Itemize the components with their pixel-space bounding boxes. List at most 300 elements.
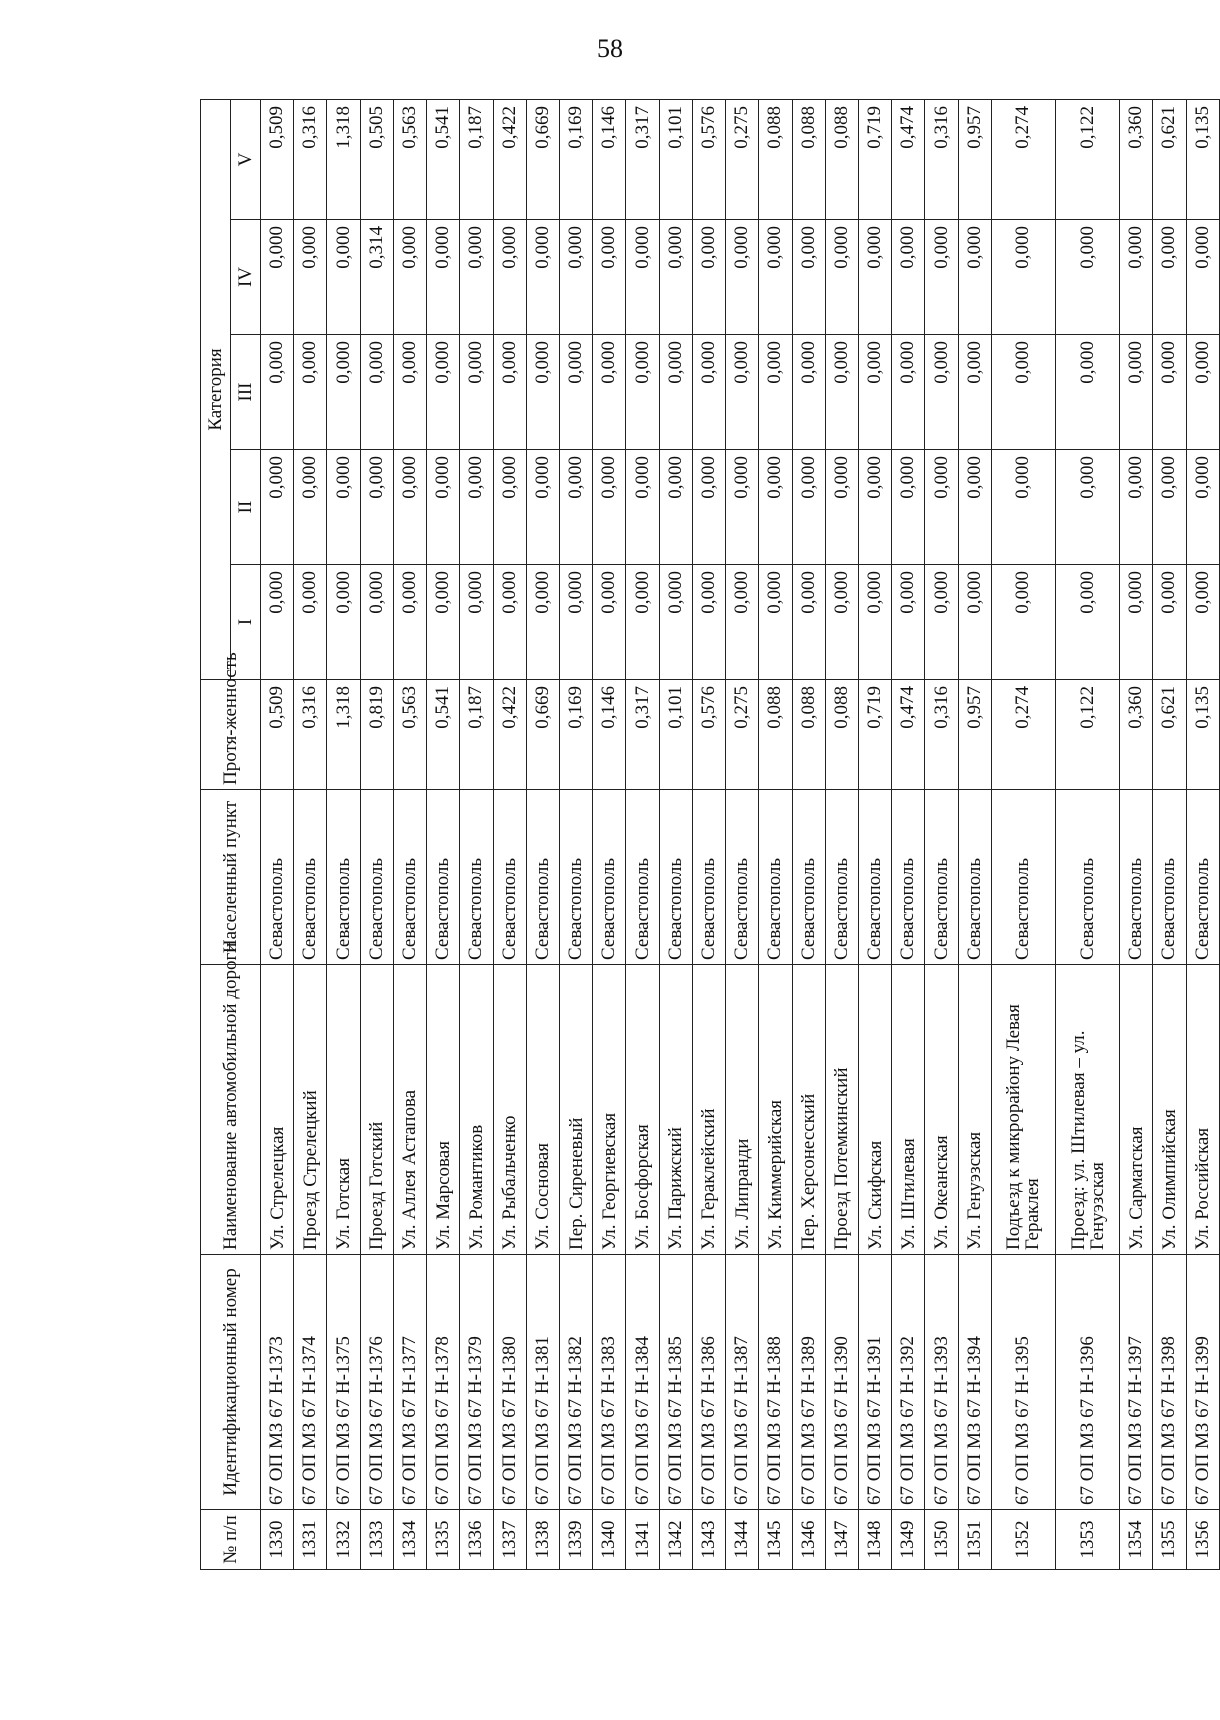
row-category-2: 0,000: [294, 450, 327, 565]
row-number: 1344: [726, 1510, 759, 1570]
row-category-3: 0,000: [526, 335, 559, 450]
row-id: 67 ОП МЗ 67 Н-1381: [526, 1255, 559, 1510]
row-length: 0,719: [858, 680, 891, 790]
table-row: [593, 100, 626, 1570]
row-category-4: 0,000: [1055, 220, 1119, 335]
row-id: 67 ОП МЗ 67 Н-1399: [1186, 1255, 1219, 1510]
row-category-4: 0,000: [593, 220, 626, 335]
row-category-2: 0,000: [825, 450, 858, 565]
row-road-name: Ул. Киммерийская: [759, 965, 792, 1255]
row-category-5: 0,275: [726, 100, 759, 220]
row-category-2: 0,000: [427, 450, 460, 565]
row-category-2: 0,000: [1153, 450, 1186, 565]
row-category-3: 0,000: [261, 335, 294, 450]
row-category-3: 0,000: [559, 335, 592, 450]
row-category-3: 0,000: [427, 335, 460, 450]
row-category-5: 0,169: [559, 100, 592, 220]
row-number: 1333: [360, 1510, 393, 1570]
row-category-1: 0,000: [659, 565, 692, 680]
row-category-1: 0,000: [892, 565, 925, 680]
row-category-5: 0,541: [427, 100, 460, 220]
row-number: 1338: [526, 1510, 559, 1570]
table-row: [460, 100, 493, 1570]
row-length: 0,422: [493, 680, 526, 790]
row-category-3: 0,000: [991, 335, 1055, 450]
row-length: 0,621: [1153, 680, 1186, 790]
row-category-1: 0,000: [593, 565, 626, 680]
row-road-name: Ул. Готская: [327, 965, 360, 1255]
table-row: [493, 100, 526, 1570]
row-settlement: Севастополь: [526, 790, 559, 965]
row-id: 67 ОП МЗ 67 Н-1392: [892, 1255, 925, 1510]
row-category-4: 0,000: [825, 220, 858, 335]
row-road-name: Ул. Липранди: [726, 965, 759, 1255]
row-category-5: 1,318: [327, 100, 360, 220]
row-number: 1356: [1186, 1510, 1219, 1570]
row-road-name: Ул. Скифская: [858, 965, 891, 1255]
row-category-5: 0,621: [1153, 100, 1186, 220]
row-length: 0,360: [1120, 680, 1153, 790]
row-length: 0,122: [1055, 680, 1119, 790]
row-road-name: Ул. Георгиевская: [593, 965, 626, 1255]
row-length: 0,275: [726, 680, 759, 790]
row-category-2: 0,000: [659, 450, 692, 565]
row-category-1: 0,000: [692, 565, 725, 680]
row-category-2: 0,000: [692, 450, 725, 565]
row-category-5: 0,088: [759, 100, 792, 220]
row-settlement: Севастополь: [1055, 790, 1119, 965]
row-category-4: 0,314: [360, 220, 393, 335]
row-id: 67 ОП МЗ 67 Н-1389: [792, 1255, 825, 1510]
row-category-5: 0,317: [626, 100, 659, 220]
row-category-1: 0,000: [1120, 565, 1153, 680]
row-category-5: 0,146: [593, 100, 626, 220]
row-road-name: Ул. Парижский: [659, 965, 692, 1255]
row-category-3: 0,000: [1153, 335, 1186, 450]
row-category-1: 0,000: [294, 565, 327, 680]
row-category-1: 0,000: [427, 565, 460, 680]
row-settlement: Севастополь: [393, 790, 426, 965]
row-number: 1345: [759, 1510, 792, 1570]
row-category-2: 0,000: [593, 450, 626, 565]
row-id: 67 ОП МЗ 67 Н-1386: [692, 1255, 725, 1510]
row-category-2: 0,000: [261, 450, 294, 565]
row-category-4: 0,000: [792, 220, 825, 335]
table-row: [393, 100, 426, 1570]
row-number: 1334: [393, 1510, 426, 1570]
header-category-1: I: [231, 565, 261, 680]
row-category-3: 0,000: [1055, 335, 1119, 450]
row-category-4: 0,000: [559, 220, 592, 335]
row-category-4: 0,000: [493, 220, 526, 335]
row-settlement: Севастополь: [925, 790, 958, 965]
row-id: 67 ОП МЗ 67 Н-1379: [460, 1255, 493, 1510]
row-settlement: Севастополь: [958, 790, 991, 965]
row-road-name: Ул. Романтиков: [460, 965, 493, 1255]
row-settlement: Севастополь: [726, 790, 759, 965]
row-category-4: 0,000: [626, 220, 659, 335]
row-category-2: 0,000: [626, 450, 659, 565]
row-length: 0,563: [393, 680, 426, 790]
row-category-2: 0,000: [925, 450, 958, 565]
row-category-1: 0,000: [1186, 565, 1219, 680]
row-number: 1332: [327, 1510, 360, 1570]
row-number: 1346: [792, 1510, 825, 1570]
row-category-5: 0,422: [493, 100, 526, 220]
row-id: 67 ОП МЗ 67 Н-1397: [1120, 1255, 1153, 1510]
row-length: 0,088: [792, 680, 825, 790]
row-category-3: 0,000: [792, 335, 825, 450]
row-category-3: 0,000: [593, 335, 626, 450]
row-id: 67 ОП МЗ 67 Н-1391: [858, 1255, 891, 1510]
row-settlement: Севастополь: [991, 790, 1055, 965]
row-category-2: 0,000: [792, 450, 825, 565]
row-category-5: 0,563: [393, 100, 426, 220]
row-category-4: 0,000: [1186, 220, 1219, 335]
row-id: 67 ОП МЗ 67 Н-1398: [1153, 1255, 1186, 1510]
row-id: 67 ОП МЗ 67 Н-1385: [659, 1255, 692, 1510]
row-number: 1340: [593, 1510, 626, 1570]
header-settlement: Населенный пункт: [201, 790, 261, 965]
table-row: [327, 100, 360, 1570]
row-number: 1349: [892, 1510, 925, 1570]
row-category-3: 0,000: [393, 335, 426, 450]
row-number: 1330: [261, 1510, 294, 1570]
row-category-2: 0,000: [393, 450, 426, 565]
header-category: Категория: [201, 100, 231, 680]
table-row: [427, 100, 460, 1570]
row-category-2: 0,000: [1120, 450, 1153, 565]
row-category-4: 0,000: [261, 220, 294, 335]
row-id: 67 ОП МЗ 67 Н-1383: [593, 1255, 626, 1510]
row-category-3: 0,000: [460, 335, 493, 450]
row-category-3: 0,000: [626, 335, 659, 450]
row-number: 1354: [1120, 1510, 1153, 1570]
row-road-name: Пер. Сиреневый: [559, 965, 592, 1255]
row-road-name: Ул. Рыбальченко: [493, 965, 526, 1255]
row-category-3: 0,000: [825, 335, 858, 450]
row-settlement: Севастополь: [626, 790, 659, 965]
table-row: [892, 100, 925, 1570]
row-id: 67 ОП МЗ 67 Н-1387: [726, 1255, 759, 1510]
row-category-5: 0,316: [294, 100, 327, 220]
row-settlement: Севастополь: [759, 790, 792, 965]
row-category-4: 0,000: [991, 220, 1055, 335]
row-id: 67 ОП МЗ 67 Н-1376: [360, 1255, 393, 1510]
table-row: [726, 100, 759, 1570]
table-row: [526, 100, 559, 1570]
row-settlement: Севастополь: [1186, 790, 1219, 965]
row-settlement: Севастополь: [559, 790, 592, 965]
row-road-name: Пер. Херсонесский: [792, 965, 825, 1255]
row-category-1: 0,000: [1153, 565, 1186, 680]
header-row-1: [201, 100, 231, 1570]
row-road-name: Ул. Босфорская: [626, 965, 659, 1255]
row-id: 67 ОП МЗ 67 Н-1384: [626, 1255, 659, 1510]
row-settlement: Севастополь: [360, 790, 393, 965]
header-name: Наименование автомобильной дороги: [201, 965, 261, 1255]
row-length: 0,819: [360, 680, 393, 790]
row-number: 1335: [427, 1510, 460, 1570]
row-category-1: 0,000: [460, 565, 493, 680]
table-row: [1153, 100, 1186, 1570]
row-category-2: 0,000: [360, 450, 393, 565]
row-road-name: Подъезд к микрорайону Левая Гераклея: [991, 965, 1055, 1255]
row-category-3: 0,000: [1120, 335, 1153, 450]
row-category-4: 0,000: [892, 220, 925, 335]
row-category-2: 0,000: [559, 450, 592, 565]
row-category-2: 0,000: [726, 450, 759, 565]
row-number: 1353: [1055, 1510, 1119, 1570]
table-row: [1186, 100, 1219, 1570]
table-row: [626, 100, 659, 1570]
row-id: 67 ОП МЗ 67 Н-1382: [559, 1255, 592, 1510]
row-category-1: 0,000: [626, 565, 659, 680]
row-category-3: 0,000: [659, 335, 692, 450]
row-category-3: 0,000: [958, 335, 991, 450]
row-settlement: Севастополь: [261, 790, 294, 965]
table-row: [925, 100, 958, 1570]
row-settlement: Севастополь: [1120, 790, 1153, 965]
row-road-name: Ул. Российская: [1186, 965, 1219, 1255]
row-category-4: 0,000: [858, 220, 891, 335]
row-category-4: 0,000: [327, 220, 360, 335]
table-row: [958, 100, 991, 1570]
row-length: 0,474: [892, 680, 925, 790]
row-category-5: 0,509: [261, 100, 294, 220]
row-category-1: 0,000: [261, 565, 294, 680]
row-category-1: 0,000: [858, 565, 891, 680]
row-category-2: 0,000: [327, 450, 360, 565]
table-row: [692, 100, 725, 1570]
row-settlement: Севастополь: [1153, 790, 1186, 965]
row-category-4: 0,000: [1153, 220, 1186, 335]
row-category-1: 0,000: [493, 565, 526, 680]
header-category-2: II: [231, 450, 261, 565]
row-number: 1341: [626, 1510, 659, 1570]
row-category-5: 0,719: [858, 100, 891, 220]
row-id: 67 ОП МЗ 67 Н-1377: [393, 1255, 426, 1510]
row-category-4: 0,000: [759, 220, 792, 335]
row-id: 67 ОП МЗ 67 Н-1390: [825, 1255, 858, 1510]
row-length: 0,316: [294, 680, 327, 790]
row-category-5: 0,274: [991, 100, 1055, 220]
row-road-name: Проезд Стрелецкий: [294, 965, 327, 1255]
header-length: Протя-женность: [201, 680, 261, 790]
row-category-3: 0,000: [327, 335, 360, 450]
row-category-1: 0,000: [1055, 565, 1119, 680]
row-category-2: 0,000: [892, 450, 925, 565]
row-category-4: 0,000: [659, 220, 692, 335]
header-id: Идентификационный номер: [201, 1255, 261, 1510]
row-number: 1351: [958, 1510, 991, 1570]
row-number: 1347: [825, 1510, 858, 1570]
row-category-1: 0,000: [759, 565, 792, 680]
row-length: 0,669: [526, 680, 559, 790]
row-road-name: Ул. Гераклейский: [692, 965, 725, 1255]
table-row: [759, 100, 792, 1570]
row-category-2: 0,000: [526, 450, 559, 565]
row-id: 67 ОП МЗ 67 Н-1394: [958, 1255, 991, 1510]
row-category-1: 0,000: [360, 565, 393, 680]
row-settlement: Севастополь: [858, 790, 891, 965]
row-number: 1352: [991, 1510, 1055, 1570]
row-settlement: Севастополь: [460, 790, 493, 965]
header-no: № п/п: [201, 1510, 261, 1570]
row-length: 1,318: [327, 680, 360, 790]
row-settlement: Севастополь: [692, 790, 725, 965]
row-category-4: 0,000: [726, 220, 759, 335]
row-road-name: Ул. Олимпийская: [1153, 965, 1186, 1255]
table-row: [792, 100, 825, 1570]
row-category-5: 0,957: [958, 100, 991, 220]
table-row: [294, 100, 327, 1570]
row-category-3: 0,000: [858, 335, 891, 450]
row-id: 67 ОП МЗ 67 Н-1378: [427, 1255, 460, 1510]
row-number: 1337: [493, 1510, 526, 1570]
row-category-3: 0,000: [493, 335, 526, 450]
roads-table: [200, 99, 1220, 1570]
row-length: 0,135: [1186, 680, 1219, 790]
header-category-4: IV: [231, 220, 261, 335]
table-header: [201, 100, 261, 1570]
row-settlement: Севастополь: [593, 790, 626, 965]
row-length: 0,509: [261, 680, 294, 790]
row-id: 67 ОП МЗ 67 Н-1380: [493, 1255, 526, 1510]
row-road-name: Проезд Готский: [360, 965, 393, 1255]
row-length: 0,576: [692, 680, 725, 790]
row-settlement: Севастополь: [327, 790, 360, 965]
rotated-table-container: [200, 100, 1220, 1570]
row-category-5: 0,122: [1055, 100, 1119, 220]
row-category-1: 0,000: [825, 565, 858, 680]
row-category-5: 0,360: [1120, 100, 1153, 220]
row-settlement: Севастополь: [659, 790, 692, 965]
row-category-5: 0,316: [925, 100, 958, 220]
row-id: 67 ОП МЗ 67 Н-1396: [1055, 1255, 1119, 1510]
row-number: 1331: [294, 1510, 327, 1570]
row-category-2: 0,000: [1055, 450, 1119, 565]
table-row: [858, 100, 891, 1570]
row-category-3: 0,000: [294, 335, 327, 450]
row-settlement: Севастополь: [825, 790, 858, 965]
row-category-3: 0,000: [726, 335, 759, 450]
row-road-name: Ул. Сосновая: [526, 965, 559, 1255]
row-category-4: 0,000: [393, 220, 426, 335]
row-category-4: 0,000: [1120, 220, 1153, 335]
row-id: 67 ОП МЗ 67 Н-1388: [759, 1255, 792, 1510]
row-length: 0,088: [825, 680, 858, 790]
row-number: 1355: [1153, 1510, 1186, 1570]
row-category-4: 0,000: [958, 220, 991, 335]
table-row: [1055, 100, 1119, 1570]
header-category-5: V: [231, 100, 261, 220]
row-category-2: 0,000: [493, 450, 526, 565]
row-number: 1350: [925, 1510, 958, 1570]
table-row: [659, 100, 692, 1570]
table-row: [360, 100, 393, 1570]
row-category-5: 0,088: [825, 100, 858, 220]
row-id: 67 ОП МЗ 67 Н-1393: [925, 1255, 958, 1510]
table-row: [1120, 100, 1153, 1570]
row-settlement: Севастополь: [892, 790, 925, 965]
table-row: [261, 100, 294, 1570]
row-category-4: 0,000: [460, 220, 493, 335]
row-road-name: Ул. Океанская: [925, 965, 958, 1255]
row-road-name: Ул. Штилевая: [892, 965, 925, 1255]
row-category-5: 0,576: [692, 100, 725, 220]
row-category-5: 0,669: [526, 100, 559, 220]
row-number: 1348: [858, 1510, 891, 1570]
row-road-name: Ул. Марсовая: [427, 965, 460, 1255]
row-category-5: 0,101: [659, 100, 692, 220]
row-category-2: 0,000: [958, 450, 991, 565]
row-road-name: Проезд: ул. Штилевая – ул. Генуэзская: [1055, 965, 1119, 1255]
row-category-4: 0,000: [294, 220, 327, 335]
row-number: 1342: [659, 1510, 692, 1570]
row-length: 0,317: [626, 680, 659, 790]
row-category-1: 0,000: [327, 565, 360, 680]
row-category-1: 0,000: [559, 565, 592, 680]
row-category-1: 0,000: [991, 565, 1055, 680]
row-category-3: 0,000: [360, 335, 393, 450]
row-category-4: 0,000: [925, 220, 958, 335]
row-settlement: Севастополь: [294, 790, 327, 965]
row-category-3: 0,000: [1186, 335, 1219, 450]
row-category-5: 0,088: [792, 100, 825, 220]
table-row: [825, 100, 858, 1570]
row-category-3: 0,000: [692, 335, 725, 450]
row-category-3: 0,000: [892, 335, 925, 450]
row-road-name: Ул. Генуэзская: [958, 965, 991, 1255]
row-length: 0,187: [460, 680, 493, 790]
row-category-1: 0,000: [958, 565, 991, 680]
row-settlement: Севастополь: [493, 790, 526, 965]
row-category-3: 0,000: [759, 335, 792, 450]
row-length: 0,957: [958, 680, 991, 790]
row-category-5: 0,474: [892, 100, 925, 220]
table-body: [261, 100, 1220, 1570]
row-number: 1336: [460, 1510, 493, 1570]
row-length: 0,101: [659, 680, 692, 790]
row-category-4: 0,000: [692, 220, 725, 335]
header-category-3: III: [231, 335, 261, 450]
row-length: 0,169: [559, 680, 592, 790]
row-category-1: 0,000: [393, 565, 426, 680]
table-row: [991, 100, 1055, 1570]
row-road-name: Ул. Аллея Астапова: [393, 965, 426, 1255]
row-id: 67 ОП МЗ 67 Н-1375: [327, 1255, 360, 1510]
row-length: 0,541: [427, 680, 460, 790]
row-category-5: 0,187: [460, 100, 493, 220]
row-category-2: 0,000: [991, 450, 1055, 565]
row-category-1: 0,000: [925, 565, 958, 680]
row-road-name: Ул. Сарматская: [1120, 965, 1153, 1255]
row-category-1: 0,000: [526, 565, 559, 680]
row-category-2: 0,000: [858, 450, 891, 565]
row-category-4: 0,000: [526, 220, 559, 335]
row-settlement: Севастополь: [427, 790, 460, 965]
table-row: [559, 100, 592, 1570]
row-category-4: 0,000: [427, 220, 460, 335]
row-road-name: Проезд Потемкинский: [825, 965, 858, 1255]
row-settlement: Севастополь: [792, 790, 825, 965]
row-id: 67 ОП МЗ 67 Н-1374: [294, 1255, 327, 1510]
row-category-2: 0,000: [460, 450, 493, 565]
row-length: 0,316: [925, 680, 958, 790]
row-length: 0,088: [759, 680, 792, 790]
row-category-1: 0,000: [726, 565, 759, 680]
